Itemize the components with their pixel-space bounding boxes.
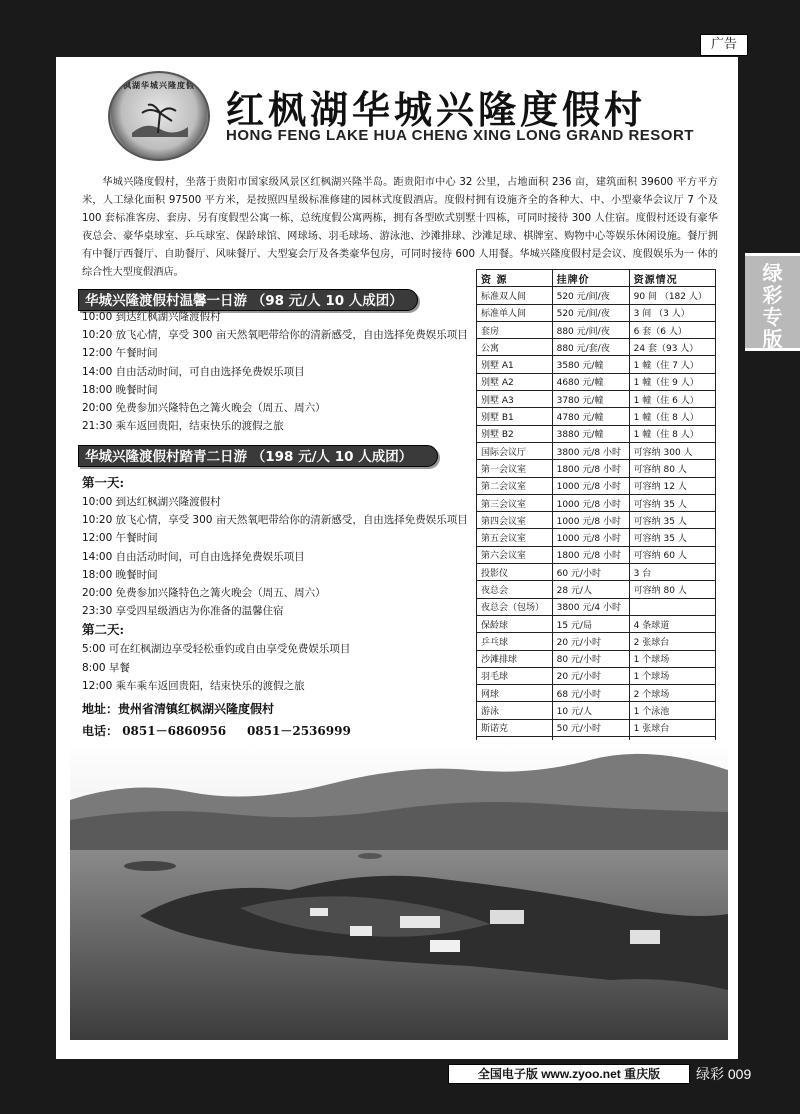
table-cell: 3 台 — [629, 564, 715, 581]
table-row — [477, 564, 716, 581]
table-cell: 1 幢（住 9 人） — [629, 373, 715, 390]
table-cell: 880 元/套/夜 — [552, 339, 629, 356]
table-row — [477, 667, 716, 684]
phone-number: 0851－6860956 — [122, 724, 227, 738]
table-cell: 3580 元/幢 — [552, 356, 629, 373]
schedule-item: 20:00 免费参加兴隆特色之篝火晚会（周五、周六） — [82, 587, 326, 600]
table-cell: 保龄球 — [477, 615, 553, 632]
table-cell: 3800 元/8 小时 — [552, 442, 629, 459]
table-cell: 20 元/小时 — [552, 667, 629, 684]
table-row — [477, 685, 716, 702]
table-cell: 1000 元/8 小时 — [552, 529, 629, 546]
table-row — [477, 442, 716, 459]
table-cell: 3780 元/幢 — [552, 391, 629, 408]
table-row — [477, 702, 716, 719]
table-cell: 可容纳 80 人 — [629, 581, 715, 598]
table-cell: 1000 元/8 小时 — [552, 512, 629, 529]
table-row — [477, 373, 716, 390]
column-header: 资源情况 — [629, 270, 715, 287]
schedule-item: 14:00 自由活动时间，可自由选择免费娱乐项目 — [82, 365, 305, 378]
table-cell: 第六会议室 — [477, 546, 553, 563]
schedule-item: 20:00 免费参加兴隆特色之篝火晚会（周五、周六） — [82, 402, 326, 415]
footer-edition-bar: 全国电子版 www.zyoo.net 重庆版 — [448, 1064, 690, 1084]
address: 地址：贵州省清镇红枫湖兴隆度假村 — [82, 702, 275, 716]
side-tab-char: 彩 — [762, 283, 783, 307]
schedule-item: 10:20 放飞心情，享受 300 亩天然氧吧带给你的清新感受，自由选择免费娱乐项目 — [82, 329, 468, 342]
lake-aerial-photo — [70, 740, 728, 1040]
table-row — [477, 391, 716, 408]
table-cell: 68 元/小时 — [552, 685, 629, 702]
schedule-item: 12:00 午餐时间 — [82, 347, 158, 360]
table-row — [477, 460, 716, 477]
table-row — [477, 304, 716, 321]
intro-paragraph: 华城兴隆度假村，坐落于贵阳市国家级风景区红枫湖兴隆半岛。距贵阳市中心 32 公里，占地面积 236 亩，建筑面积 39600 平方平方米，人工绿化面积 97500 平方米，是按照四星级标准修建的园林式度假酒店。度假村拥有设施齐全的各种大、中、小型豪华会议厅 7 个及 100 套标准客房、套房、另有度假型公寓一栋，总统度假公寓两栋，拥有各型欧式别墅十四栋，可同时接待 300 人住宿。度假村还设有豪华夜总会、豪华桌球室、乒乓球室、保龄球馆、网球场、羽毛球场、游泳池、沙滩排球、沙滩足球、棋牌室、购物中心等娱乐休闲设施。餐厅拥有中餐厅西餐厅、自助餐厅、风味餐厅、大型宴会厅及各类豪华包房，可同时接待 600 人用餐。华城兴隆度假村是会议、度假娱乐为一 体的综合性大型度假酒店。 — [82, 177, 718, 278]
table-cell: 1 个泳池 — [629, 702, 715, 719]
schedule-item: 18:00 晚餐时间 — [82, 568, 158, 581]
table-cell: 1000 元/8 小时 — [552, 494, 629, 511]
table-cell: 3800 元/4 小时 — [552, 598, 629, 615]
palm-tree-icon — [132, 103, 188, 137]
table-row — [477, 425, 716, 442]
table-cell: 夜总会（包场） — [477, 598, 553, 615]
table-row — [477, 339, 716, 356]
table-cell: 1 幢（住 7 人） — [629, 356, 715, 373]
tour2-schedule — [82, 473, 472, 695]
schedule-item: 18:00 晚餐时间 — [82, 383, 158, 396]
table-cell: 1000 元/8 小时 — [552, 477, 629, 494]
table-cell: 可容纳 300 人 — [629, 442, 715, 459]
table-cell: 标准单人间 — [477, 304, 553, 321]
ad-page — [56, 57, 738, 1059]
table-cell: 别墅 A1 — [477, 356, 553, 373]
table-row — [477, 650, 716, 667]
table-cell: 50 元/小时 — [552, 719, 629, 736]
table-row — [477, 581, 716, 598]
schedule-item: 14:00 自由活动时间，可自由选择免费娱乐项目 — [82, 550, 305, 563]
tour1-schedule — [82, 308, 472, 435]
table-cell: 公寓 — [477, 339, 553, 356]
table-cell: 520 元/间/夜 — [552, 287, 629, 304]
table-cell: 4780 元/幢 — [552, 408, 629, 425]
table-cell: 第三会议室 — [477, 494, 553, 511]
table-row — [477, 356, 716, 373]
schedule-item: 10:20 放飞心情，享受 300 亩天然氧吧带给你的清新感受，自由选择免费娱乐项目 — [82, 514, 468, 527]
table-cell: 10 元/人 — [552, 702, 629, 719]
table-cell: 套房 — [477, 321, 553, 338]
table-cell: 80 元/小时 — [552, 650, 629, 667]
table-row — [477, 321, 716, 338]
table-row — [477, 615, 716, 632]
side-tab-char: 版 — [762, 327, 783, 351]
table-cell: 别墅 B2 — [477, 425, 553, 442]
column-header: 资 源 — [477, 270, 553, 287]
table-cell: 1 幢（住 8 人） — [629, 425, 715, 442]
schedule-item: 10:00 到达红枫湖兴隆渡假村 — [82, 496, 221, 508]
table-cell: 6 套（6 人） — [629, 321, 715, 338]
table-cell: 1 幢（住 6 人） — [629, 391, 715, 408]
schedule-item: 10:00 到达红枫湖兴隆渡假村 — [82, 311, 221, 323]
table-cell: 1 个球场 — [629, 650, 715, 667]
schedule-item: 8:00 早餐 — [82, 661, 130, 674]
table-cell: 3880 元/幢 — [552, 425, 629, 442]
price-table — [476, 269, 716, 806]
schedule-item: 23:30 享受四星级酒店为你准备的温馨住宿 — [82, 605, 284, 618]
schedule-item: 12:00 乘车乘车返回贵阳，结束快乐的渡假之旅 — [82, 679, 305, 692]
table-row — [477, 512, 716, 529]
table-row — [477, 529, 716, 546]
table-cell: 1 张球台 — [629, 719, 715, 736]
logo-text: 红枫湖华城兴隆度假村 — [114, 81, 204, 90]
section-side-tab — [745, 253, 800, 351]
schedule-item: 12:00 午餐时间 — [82, 532, 158, 545]
table-cell: 可容纳 35 人 — [629, 529, 715, 546]
table-cell: 第一会议室 — [477, 460, 553, 477]
side-tab-char: 绿 — [762, 261, 783, 285]
table-row — [477, 287, 716, 304]
schedule-item: 21:30 乘车返回贵阳，结束快乐的渡假之旅 — [82, 420, 284, 433]
table-cell: 可容纳 60 人 — [629, 546, 715, 563]
table-body — [477, 287, 716, 806]
table-cell: 2 张球台 — [629, 633, 715, 650]
table-cell: 网球 — [477, 685, 553, 702]
page-title: 红枫湖华城兴隆度假村 — [226, 88, 647, 132]
table-cell: 可容纳 35 人 — [629, 512, 715, 529]
table-cell: 20 元/小时 — [552, 633, 629, 650]
table-row — [477, 719, 716, 736]
table-row — [477, 494, 716, 511]
table-cell: 4680 元/幢 — [552, 373, 629, 390]
table-cell: 第四会议室 — [477, 512, 553, 529]
phone-line — [82, 720, 351, 742]
table-cell: 标准双人间 — [477, 287, 553, 304]
table-cell: 国际会议厅 — [477, 442, 553, 459]
column-header: 挂牌价 — [552, 270, 629, 287]
table-cell: 1800 元/8 小时 — [552, 546, 629, 563]
table-cell: 4 条球道 — [629, 615, 715, 632]
phone-number: 0851－2536999 — [246, 724, 351, 738]
table-cell: 夜总会 — [477, 581, 553, 598]
tour2-banner: 华城兴隆渡假村踏青二日游 （198 元/人 10 人成团） — [78, 445, 438, 467]
table-cell: 别墅 A3 — [477, 391, 553, 408]
resort-logo — [108, 71, 210, 161]
table-cell: 3 间 （3 人） — [629, 304, 715, 321]
table-cell: 斯诺克 — [477, 719, 553, 736]
page-subtitle: HONG FENG LAKE HUA CHENG XING LONG GRAND RESORT — [226, 127, 694, 144]
table-cell: 60 元/小时 — [552, 564, 629, 581]
table-cell: 1 个球场 — [629, 667, 715, 684]
tour1-banner: 华城兴隆渡假村温馨一日游 （98 元/人 10 人成团） — [78, 289, 418, 311]
table-cell: 沙滩排球 — [477, 650, 553, 667]
table-cell: 可容纳 80 人 — [629, 460, 715, 477]
table-row — [477, 598, 716, 615]
table-row — [477, 546, 716, 563]
table-row — [477, 477, 716, 494]
table-cell: 90 间 （182 人） — [629, 287, 715, 304]
table-cell: 28 元/人 — [552, 581, 629, 598]
side-tab-char: 专 — [762, 305, 783, 329]
schedule-item: 5:00 可在红枫湖边享受轻松垂钓或自由享受免费娱乐项目 — [82, 643, 351, 656]
page-number: 绿彩 009 — [696, 1066, 752, 1082]
table-cell: 投影仪 — [477, 564, 553, 581]
table-cell: 羽毛球 — [477, 667, 553, 684]
table-row — [477, 408, 716, 425]
day2-label: 第二天: — [82, 622, 125, 638]
table-cell: 第二会议室 — [477, 477, 553, 494]
table-cell: 别墅 A2 — [477, 373, 553, 390]
table-cell: 可容纳 35 人 — [629, 494, 715, 511]
table-cell: 24 套（93 人） — [629, 339, 715, 356]
table-cell: 15 元/局 — [552, 615, 629, 632]
table-row — [477, 633, 716, 650]
table-cell: 第五会议室 — [477, 529, 553, 546]
table-cell: 别墅 B1 — [477, 408, 553, 425]
table-cell — [629, 598, 715, 615]
table-cell: 可容纳 12 人 — [629, 477, 715, 494]
table-cell: 1800 元/8 小时 — [552, 460, 629, 477]
table-cell: 2 个球场 — [629, 685, 715, 702]
table-cell: 880 元/间/夜 — [552, 321, 629, 338]
table-header-row — [477, 270, 716, 287]
ad-tag: 广告 — [700, 34, 748, 56]
day1-label: 第一天: — [82, 475, 125, 490]
phone-label: 电话： — [82, 724, 119, 738]
table-cell: 1 幢（住 8 人） — [629, 408, 715, 425]
table-cell: 乒乓球 — [477, 633, 553, 650]
table-cell: 520 元/间/夜 — [552, 304, 629, 321]
table-cell: 游泳 — [477, 702, 553, 719]
